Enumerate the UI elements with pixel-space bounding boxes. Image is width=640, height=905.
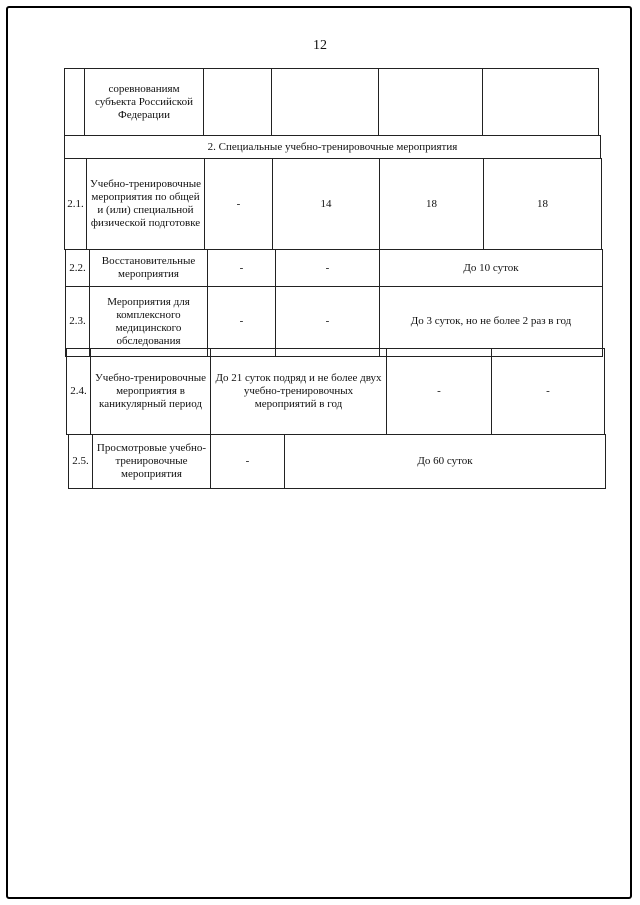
table-cell: 14 bbox=[273, 159, 380, 250]
row-number: 2.5. bbox=[69, 435, 93, 489]
row-name: Учебно-тренировочные мероприятия в каникулярный период bbox=[91, 349, 211, 435]
table-row bbox=[67, 349, 605, 435]
table-block-2-4 bbox=[66, 348, 605, 435]
table-block-2-5 bbox=[68, 434, 606, 489]
table-row bbox=[66, 287, 603, 357]
table-cell-merged: До 60 суток bbox=[285, 435, 606, 489]
section-title-row bbox=[64, 135, 601, 159]
table-block-2-2-2-3 bbox=[65, 249, 603, 357]
row-name: Восстановительные мероприятия bbox=[90, 250, 208, 287]
page-number: 12 bbox=[313, 38, 327, 53]
row-number: 2.4. bbox=[67, 349, 91, 435]
row-name: Просмотровые учебно-тренировочные мероприятия bbox=[93, 435, 211, 489]
table-row bbox=[65, 69, 599, 136]
table-cell-merged: До 10 суток bbox=[380, 250, 603, 287]
table-cell: - bbox=[208, 250, 276, 287]
table-cell-merged: До 3 суток, но не более 2 раз в год bbox=[380, 287, 603, 357]
table-cell: - bbox=[492, 349, 605, 435]
table-cell: - bbox=[208, 287, 276, 357]
table-cell: - bbox=[387, 349, 492, 435]
table-row bbox=[66, 250, 603, 287]
table-cell bbox=[379, 69, 483, 136]
table-continuation bbox=[64, 68, 599, 136]
table-cell-merged: До 21 суток подряд и не более двух учебно-тренировочных мероприятий в год bbox=[211, 349, 387, 435]
table-cell: - bbox=[205, 159, 273, 250]
table-cell: - bbox=[276, 250, 380, 287]
row-number: 2.1. bbox=[65, 159, 87, 250]
table-cell bbox=[272, 69, 379, 136]
row-number: 2.2. bbox=[66, 250, 90, 287]
table-cell: - bbox=[276, 287, 380, 357]
table-cell: 18 bbox=[380, 159, 484, 250]
table-cell: - bbox=[211, 435, 285, 489]
section-title: 2. Специальные учебно-тренировочные мероприятия bbox=[65, 136, 601, 159]
table-cell bbox=[204, 69, 272, 136]
table-row bbox=[65, 159, 602, 250]
row-name: Учебно-тренировочные мероприятия по общей и (или) специальной физической подготовке bbox=[87, 159, 205, 250]
table-cell bbox=[483, 69, 599, 136]
table-block-2-1 bbox=[64, 158, 602, 250]
row-number: 2.3. bbox=[66, 287, 90, 357]
table-cell: 18 bbox=[484, 159, 602, 250]
row-name: Мероприятия для комплексного медицинского обследования bbox=[90, 287, 208, 357]
table-cell-name: соревнованиям субъекта Российской Федерации bbox=[85, 69, 204, 136]
table-cell-num bbox=[65, 69, 85, 136]
table-row bbox=[69, 435, 606, 489]
